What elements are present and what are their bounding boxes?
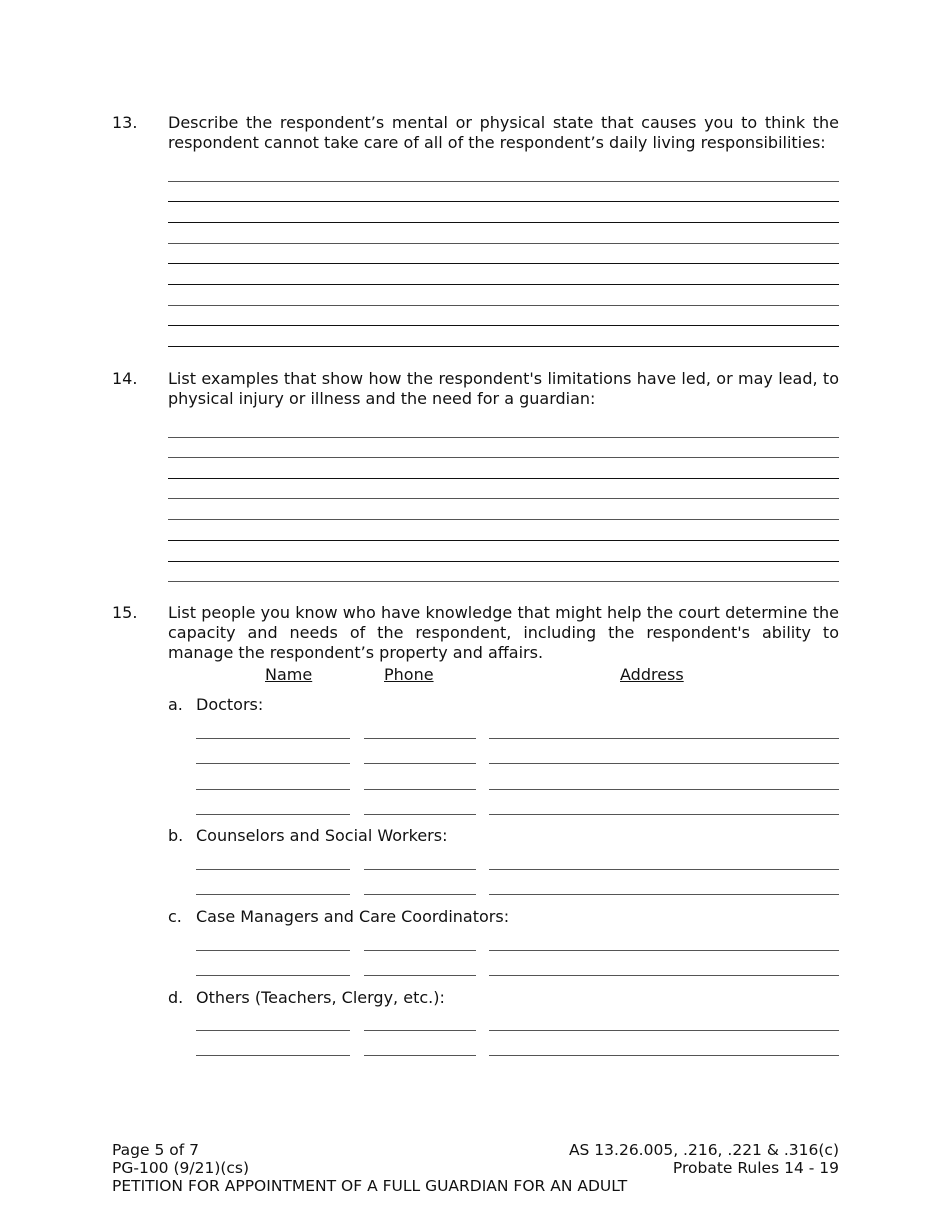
phone-field-line[interactable] (364, 738, 476, 739)
answer-line[interactable] (168, 519, 839, 520)
phone-field-line[interactable] (364, 975, 476, 976)
answer-line[interactable] (168, 325, 839, 326)
address-field-line[interactable] (489, 763, 839, 764)
answer-line[interactable] (168, 305, 839, 306)
phone-field-line[interactable] (364, 869, 476, 870)
phone-field-line[interactable] (364, 1030, 476, 1031)
name-field-line[interactable] (196, 1055, 350, 1056)
section-c-letter: c. (168, 907, 182, 926)
address-field-line[interactable] (489, 814, 839, 815)
answer-line[interactable] (168, 457, 839, 458)
answer-line[interactable] (168, 581, 839, 582)
answer-line[interactable] (168, 181, 839, 182)
section-c-label: Case Managers and Care Coordinators: (196, 907, 510, 926)
phone-field-line[interactable] (364, 1055, 476, 1056)
name-field-line[interactable] (196, 869, 350, 870)
answer-line[interactable] (168, 561, 839, 562)
question-13-text: Describe the respondent’s mental or physical state that causes you to think the respondent cannot take care of all of the respondent’s daily living responsibilities: (168, 113, 839, 152)
column-header-address: Address (620, 665, 684, 684)
answer-line[interactable] (168, 222, 839, 223)
name-field-line[interactable] (196, 738, 350, 739)
column-header-name: Name (265, 665, 313, 684)
answer-line[interactable] (168, 437, 839, 438)
question-13-number: 13. (112, 113, 138, 132)
address-field-line[interactable] (489, 894, 839, 895)
question-15-number: 15. (112, 603, 138, 622)
footer-statute: AS 13.26.005, .216, .221 & .316(c) (568, 1141, 839, 1159)
phone-field-line[interactable] (364, 950, 476, 951)
footer-form-id: PG-100 (9/21)(cs) (112, 1159, 250, 1177)
phone-field-line[interactable] (364, 789, 476, 790)
phone-field-line[interactable] (364, 763, 476, 764)
section-d-letter: d. (168, 988, 184, 1007)
section-b-letter: b. (168, 826, 184, 845)
address-field-line[interactable] (489, 789, 839, 790)
column-header-phone: Phone (384, 665, 434, 684)
section-d-label: Others (Teachers, Clergy, etc.): (196, 988, 445, 1007)
answer-line[interactable] (168, 498, 839, 499)
address-field-line[interactable] (489, 869, 839, 870)
question-14-text: List examples that show how the respondent's limitations have led, or may lead, to physical injury or illness and the need for a guardian: (168, 369, 839, 408)
address-field-line[interactable] (489, 950, 839, 951)
question-15-text: List people you know who have knowledge that might help the court determine the capacity and needs of the respondent, including the respondent's ability to manage the respondent’s property and affairs. (168, 603, 839, 662)
answer-line[interactable] (168, 478, 839, 479)
name-field-line[interactable] (196, 763, 350, 764)
phone-field-line[interactable] (364, 894, 476, 895)
footer-page-number: Page 5 of 7 (112, 1141, 199, 1159)
answer-line[interactable] (168, 540, 839, 541)
phone-field-line[interactable] (364, 814, 476, 815)
address-field-line[interactable] (489, 738, 839, 739)
section-b-label: Counselors and Social Workers: (196, 826, 448, 845)
answer-line[interactable] (168, 346, 839, 347)
answer-line[interactable] (168, 243, 839, 244)
question-14-number: 14. (112, 369, 138, 388)
name-field-line[interactable] (196, 894, 350, 895)
answer-line[interactable] (168, 263, 839, 264)
address-field-line[interactable] (489, 1055, 839, 1056)
name-field-line[interactable] (196, 1030, 350, 1031)
footer-form-title: PETITION FOR APPOINTMENT OF A FULL GUARDIAN FOR AN ADULT (112, 1177, 628, 1195)
section-a-label: Doctors: (196, 695, 264, 714)
answer-line[interactable] (168, 201, 839, 202)
name-field-line[interactable] (196, 950, 350, 951)
name-field-line[interactable] (196, 975, 350, 976)
footer-rules: Probate Rules 14 - 19 (672, 1159, 839, 1177)
name-field-line[interactable] (196, 789, 350, 790)
answer-line[interactable] (168, 284, 839, 285)
section-a-letter: a. (168, 695, 183, 714)
address-field-line[interactable] (489, 1030, 839, 1031)
address-field-line[interactable] (489, 975, 839, 976)
name-field-line[interactable] (196, 814, 350, 815)
